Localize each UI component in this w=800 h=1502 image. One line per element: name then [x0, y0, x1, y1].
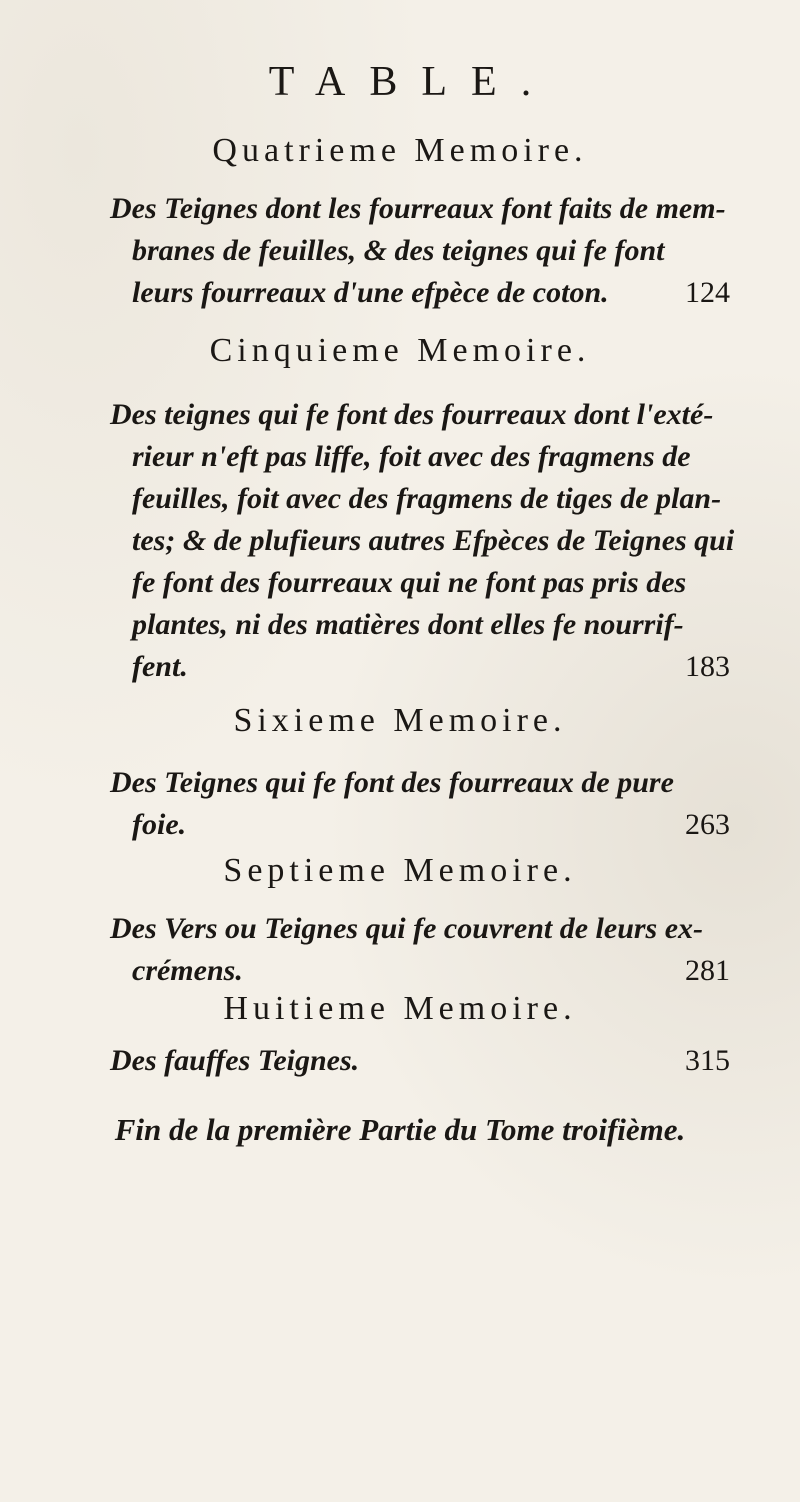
page-number: 315: [685, 1044, 730, 1077]
entry-line: Des Teignes dont les fourreaux font faits de mem-: [110, 192, 726, 225]
section-title-sixieme: [0, 702, 800, 740]
section-ordinal: Sixieme: [233, 702, 380, 739]
section-title-septieme: [0, 852, 800, 890]
section-title-quatrieme: [0, 132, 800, 170]
page-number: 263: [685, 808, 730, 841]
section-word: Memoire.: [403, 852, 577, 889]
entry-last-line: [110, 1040, 730, 1082]
entry-last-line: [110, 646, 730, 688]
entry-line: leurs fourreaux d'une efpèce de coton.: [132, 276, 609, 309]
entry-last-line: [110, 950, 730, 992]
entry-line: feuilles, foit avec des fragmens de tiges de plan-: [132, 482, 722, 515]
entry-line: foie.: [132, 808, 187, 841]
entry-line: plantes, ni des matières dont elles fe nourrif-: [132, 608, 684, 641]
section-title-huitieme: [0, 990, 800, 1028]
entry-line: Des teignes qui fe font des fourreaux dont l'exté-: [110, 398, 714, 431]
entry-last-line: [110, 272, 730, 314]
closing-line: Fin de la première Partie du Tome troifième.: [114, 1112, 686, 1147]
section-ordinal: Quatrieme: [212, 132, 401, 169]
page-number: 281: [685, 954, 730, 987]
section-ordinal: Cinquieme: [209, 332, 404, 369]
section-ordinal: Huitieme: [223, 990, 390, 1027]
section-word: Memoire.: [393, 702, 567, 739]
entry-last-line: [110, 804, 730, 846]
entry-line: crémens.: [132, 954, 243, 987]
section-word: Memoire.: [403, 990, 577, 1027]
entry-line: fe font des fourreaux qui ne font pas pris des: [132, 566, 687, 599]
entry-quatrieme: [110, 188, 730, 314]
entry-line: Des fauffes Teignes.: [110, 1044, 360, 1077]
page-number: 124: [685, 276, 730, 309]
entry-line: Des Vers ou Teignes qui fe couvrent de leurs ex-: [110, 912, 704, 945]
entry-line: tes; & de plufieurs autres Efpèces de Teignes qui: [132, 524, 735, 557]
page-number: 183: [685, 650, 730, 683]
entry-line: Des Teignes qui fe font des fourreaux de pure: [110, 766, 674, 799]
section-ordinal: Septieme: [223, 852, 390, 889]
entry-line: branes de feuilles, & des teignes qui fe font: [132, 234, 665, 267]
entry-line: fent.: [132, 650, 188, 683]
entry-huitieme: [110, 1040, 730, 1082]
page-header: TABLE.: [268, 59, 556, 105]
section-word: Memoire.: [417, 332, 591, 369]
section-word: Memoire.: [414, 132, 588, 169]
entry-cinquieme: [110, 394, 735, 688]
entry-line: rieur n'eft pas liffe, foit avec des fragmens de: [132, 440, 691, 473]
section-title-cinquieme: [0, 332, 800, 370]
entry-sixieme: [110, 762, 730, 846]
entry-septieme: [110, 908, 730, 992]
